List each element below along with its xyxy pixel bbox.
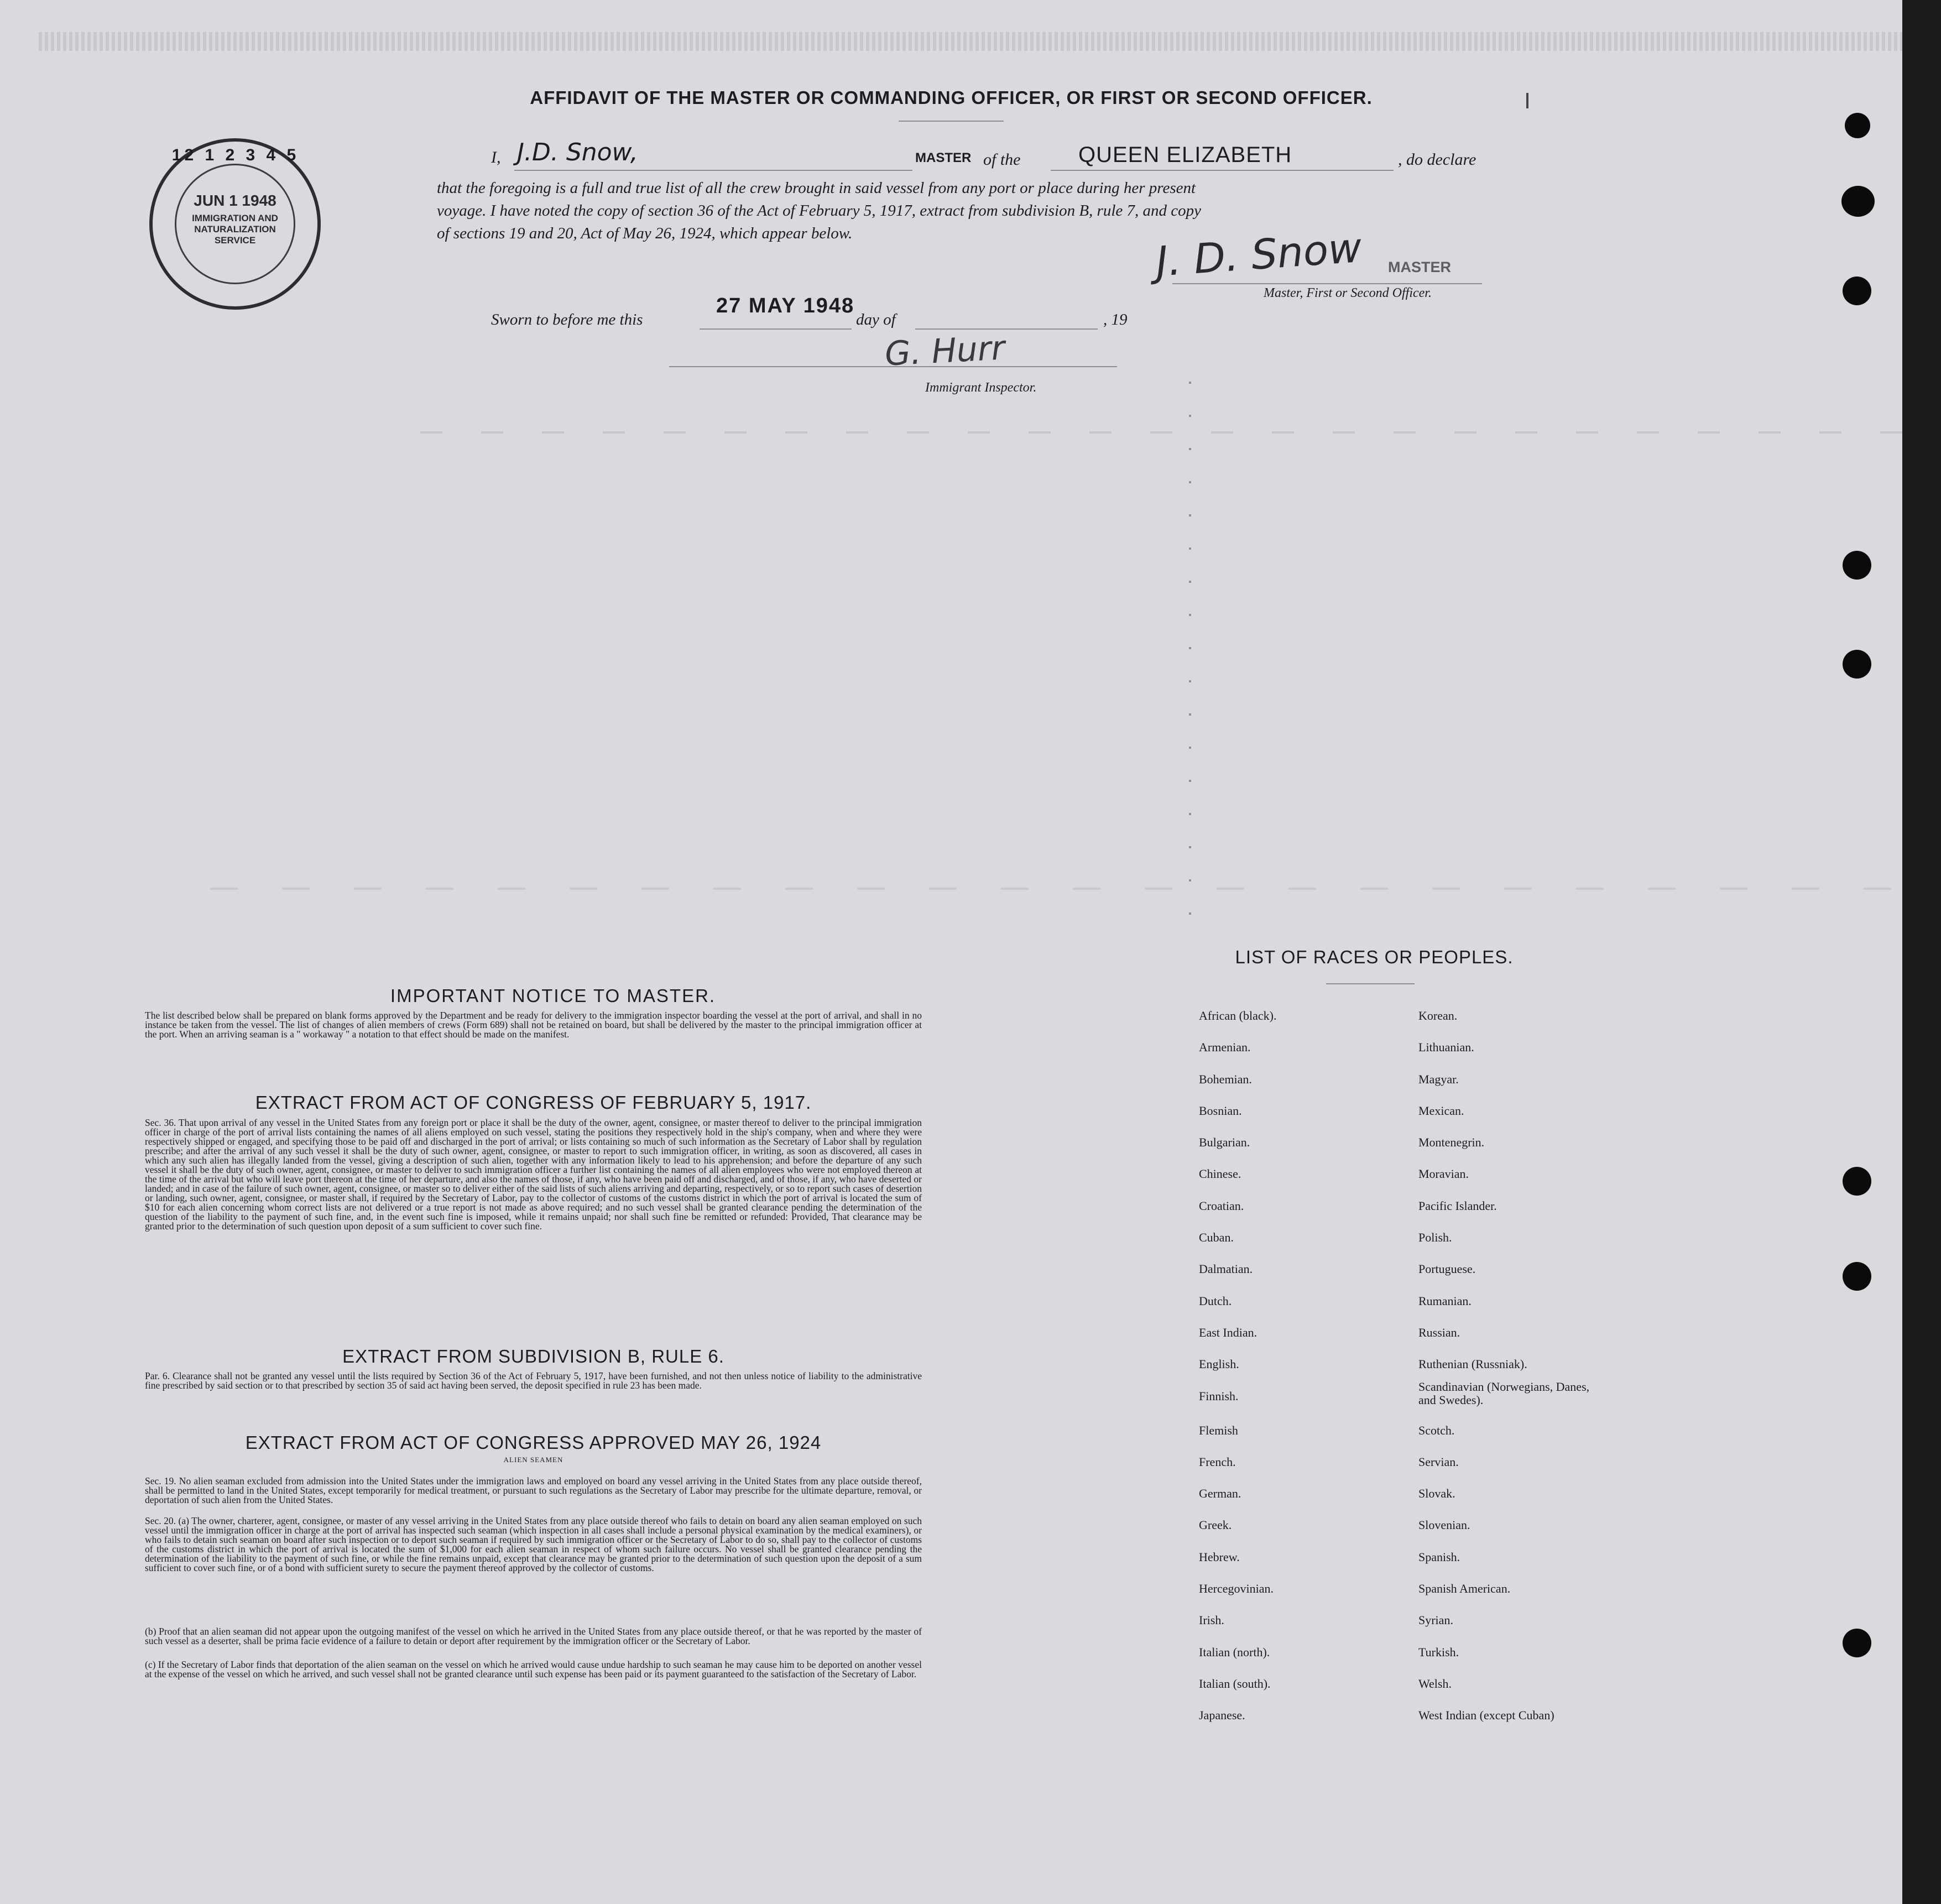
extract-1924-sec20a: Sec. 20. (a) The owner, charterer, agent, consignee, or master of any vessel arriving in the United States from any place outside thereof who fails to detain on board any alien seaman employed on such vessel until the immigration officer in charge at the port of arrival has inspected such seaman (which inspection in all cases shall include a personal physical examination by the medical examiners), or who fails to detain such seaman on board after such inspection or to deport such seaman if required by such immigration officer or the Secretary of Labor to do so, shall pay to the collector of customs of the customs district in which the port of arrival is located the sum of $1,000 for each alien seaman in respect of whom such failure occurs. No vessel shall be granted clearance pending the determination of the liability to the payment of such fine, or while the fine remains unpaid, except that clearance may be granted prior to the determination of such question upon the deposit of a sum sufficient to cover such fine, or of a bond with sufficient surety to secure the payment thereof approved by the collector of customs. xyxy=(145,1515,922,1573)
extract-1924-sec20b: (b) Proof that an alien seaman did not appear upon the outgoing manifest of the vessel on which he arrived in the United States from any place outside thereof, or that he was reported by the master of such vessel as a deserter, shall be prima facie evidence of a failure to detain or deport after requirement by the immigration officer or the Secretary of Labor. xyxy=(145,1626,922,1646)
punch-hole xyxy=(1843,1167,1871,1196)
race-item: Korean. xyxy=(1418,1009,1458,1023)
extract-1924-sec20c: (c) If the Secretary of Labor finds that deportation of the alien seaman on the vessel on which he arrived would cause undue hardship to such seaman he may cause him to be deported on another vessel at the expense of the vessel on which he arrived, and such vessel shall not be granted clearance until such expense has been paid or its payment guaranteed to the satisfaction of the Secretary of Labor. xyxy=(145,1659,922,1679)
race-item: Lithuanian. xyxy=(1418,1040,1474,1055)
race-item: Flemish xyxy=(1199,1423,1238,1437)
master-signature: J. D. Snow xyxy=(1154,224,1364,286)
signature-caption: Master, First or Second Officer. xyxy=(1264,286,1432,300)
race-item: Italian (north). xyxy=(1199,1645,1270,1659)
race-item: Dutch. xyxy=(1199,1293,1232,1308)
race-item: Syrian. xyxy=(1418,1613,1453,1627)
race-item: Croatian. xyxy=(1199,1198,1244,1213)
do-declare-label: , do declare xyxy=(1398,150,1476,169)
signature-master-stamp: MASTER xyxy=(1388,259,1451,275)
races-left-column xyxy=(1199,1000,1409,1731)
notice-text: The list described below shall be prepared on blank forms approved by the Department and be ready for delivery to the immigration inspector boarding the vessel at the port of arrival, and shall in no instance be taken from the vessel. The list of changes of alien members of crews (Form 689) shall not be retained on board, but shall be delivered by the master to the principal immigration officer at the port. When an arriving seaman is a " workaway " a notation to that effect should be made on the manifest. xyxy=(145,1010,922,1040)
race-item: Japanese. xyxy=(1199,1708,1245,1723)
of-the-label: of the xyxy=(983,150,1021,169)
affidavit-body-line-1: that the foregoing is a full and true list of all the crew brought in said vessel from any port or place during her present xyxy=(437,179,1196,197)
race-item: East Indian. xyxy=(1199,1325,1258,1339)
inspector-caption: Immigrant Inspector. xyxy=(925,380,1037,395)
extract-1924-heading: EXTRACT FROM ACT OF CONGRESS APPROVED MAY 26, 1924 xyxy=(245,1432,822,1453)
race-item: Armenian. xyxy=(1199,1040,1251,1055)
punch-hole xyxy=(1843,551,1871,580)
notice-heading: IMPORTANT NOTICE TO MASTER. xyxy=(390,985,716,1006)
stamp-center: JUN 1 1948 IMMIGRATION AND NATURALIZATION SERVICE xyxy=(175,164,295,284)
stamp-date: JUN 1 1948 xyxy=(194,192,276,209)
race-item: German. xyxy=(1199,1486,1241,1501)
race-item: Bulgarian. xyxy=(1199,1135,1250,1150)
race-item: Moravian. xyxy=(1418,1167,1469,1181)
race-item: Irish. xyxy=(1199,1613,1224,1627)
race-item: Russian. xyxy=(1418,1325,1460,1339)
race-item: Portuguese. xyxy=(1418,1262,1476,1276)
race-item: Welsh. xyxy=(1418,1676,1452,1691)
master-name: J.D. Snow, xyxy=(517,138,638,166)
race-item: Hebrew. xyxy=(1199,1550,1240,1564)
race-item: English. xyxy=(1199,1357,1239,1371)
extract-1924-subheading: ALIEN SEAMEN xyxy=(503,1456,563,1464)
sworn-date: 27 MAY 1948 xyxy=(716,294,855,317)
punch-hole xyxy=(1841,186,1875,217)
affidavit-body-line-2: voyage. I have noted the copy of section 36 of the Act of February 5, 1917, extract from subdivision B, rule 7, and copy xyxy=(437,202,1202,220)
race-item: Scandinavian (Norwegians, Danes, and Swedes). xyxy=(1418,1379,1590,1407)
punch-hole xyxy=(1843,277,1871,305)
affidavit-body-line-3: of sections 19 and 20, Act of May 26, 1924, which appear below. xyxy=(437,225,853,242)
race-item: Montenegrin. xyxy=(1418,1135,1485,1150)
race-item: French. xyxy=(1199,1454,1236,1469)
race-item: Polish. xyxy=(1418,1230,1452,1245)
punch-hole xyxy=(1843,650,1871,679)
race-item: Magyar. xyxy=(1418,1072,1459,1086)
race-item: Chinese. xyxy=(1199,1167,1241,1181)
race-item: Finnish. xyxy=(1199,1389,1239,1403)
race-item: Turkish. xyxy=(1418,1645,1459,1659)
extract-rule6-text: Par. 6. Clearance shall not be granted any vessel until the lists required by Section 36 of the Act of February 5, 1917, have been furnished, and not then unless notice of liability to the administrative fine prescribed by said section or to that prescribed by section 35 of said act having been served, the deposit specified in rule 23 has been made. xyxy=(145,1370,922,1391)
race-item: Hercegovinian. xyxy=(1199,1582,1274,1596)
sworn-year: , 19 xyxy=(1103,311,1128,328)
race-item: Slovenian. xyxy=(1418,1518,1470,1532)
race-item: Spanish American. xyxy=(1418,1582,1511,1596)
inspector-signature: G. Hurr xyxy=(884,328,1006,374)
races-heading: LIST OF RACES OR PEOPLES. xyxy=(1235,947,1514,967)
punch-hole xyxy=(1845,113,1870,138)
sworn-prefix: Sworn to before me this xyxy=(491,311,643,328)
extract-1917-heading: EXTRACT FROM ACT OF CONGRESS OF FEBRUARY 5, 1917. xyxy=(255,1092,812,1113)
extract-1924-sec19: Sec. 19. No alien seaman excluded from admission into the United States under the immigration laws and employed on board any vessel arriving in the United States from any place outside thereof, shall be permitted to land in the United States, except temporarily for medical treatment, or pursuant to such regulations as the Secretary of Labor may prescribe for the ultimate departure, removal, or deportation of such alien from the United States. xyxy=(145,1475,922,1505)
race-item: Slovak. xyxy=(1418,1486,1455,1501)
punch-hole xyxy=(1843,1629,1871,1657)
affidavit-pronoun: I, xyxy=(491,148,501,166)
race-item: Cuban. xyxy=(1199,1230,1234,1245)
punch-hole xyxy=(1843,1262,1871,1291)
immigration-stamp xyxy=(149,138,321,310)
extract-1917-text: Sec. 36. That upon arrival of any vessel in the United States from any foreign port or place it shall be the duty of the owner, agent, consignee, or master thereof to deliver to the principal immigration officer in charge of the port of arrival lists containing the names of all aliens employed on such vessel, stating the positions they respectively hold in the ship's company, when and where they were respectively shipped or engaged, and specifying those to be paid off and discharged in the port of arrival; or lists containing so much of such information as the Secretary of Labor shall by regulation prescribe; and after the arrival of any such vessel it shall be the duty of such owner, agent, consignee, or master to report to such immigration officer, in writing, as soon as discovered, all cases in which any such alien has illegally landed from the vessel, giving a description of such alien, together with any information likely to lead to his apprehension; and before the departure of any such vessel it shall be the duty of such owner, agent, consignee, or master to deliver to such immigration officer a further list containing the names of all alien employees who were not employed thereon at the time of the arrival but who will leave port thereon at the time of her departure, and also the names of those, if any, who have been paid off and discharged, and of those, if any, who have deserted or landed; and in case of the failure of such owner, agent, consignee, or master so to deliver either of the said lists of such aliens arriving and departing, respectively, or so to report such cases of desertion or landing, such owner, agent, consignee, or master shall, if required by the Secretary of Labor, pay to the collector of customs of the customs district in which the port of arrival is located the sum of $10 for each alien concerning whom correct lists are not delivered or a true report is not made as above required; and no such vessel shall be granted clearance pending the determination of the question of the liability to the payment of such fine, and, in the event such fine is imposed, while it remains unpaid; nor shall such fine be remitted or refunded: Provided, That clearance may be granted prior to the determination of such question upon deposit of a sum sufficient to cover such fine. xyxy=(145,1117,922,1232)
extract-rule6-heading: EXTRACT FROM SUBDIVISION B, RULE 6. xyxy=(342,1346,724,1366)
race-item: West Indian (except Cuban) xyxy=(1418,1708,1554,1723)
race-item: Pacific Islander. xyxy=(1418,1198,1497,1213)
race-item: Spanish. xyxy=(1418,1550,1460,1564)
race-item: Ruthenian (Russniak). xyxy=(1418,1357,1527,1371)
master-title-stamp: MASTER xyxy=(915,150,972,165)
race-item: Mexican. xyxy=(1418,1103,1464,1118)
race-item: African (black). xyxy=(1199,1009,1277,1023)
race-item: Servian. xyxy=(1418,1454,1459,1469)
race-item: Bohemian. xyxy=(1199,1072,1252,1086)
races-right-column xyxy=(1418,1000,1651,1731)
race-item: Scotch. xyxy=(1418,1423,1455,1437)
race-item: Italian (south). xyxy=(1199,1676,1271,1691)
race-item: Bosnian. xyxy=(1199,1103,1242,1118)
race-item: Rumanian. xyxy=(1418,1293,1472,1308)
affidavit-title: AFFIDAVIT OF THE MASTER OR COMMANDING OFFICER, OR FIRST OR SECOND OFFICER. xyxy=(530,87,1373,108)
vessel-name: QUEEN ELIZABETH xyxy=(1078,143,1292,167)
race-item: Dalmatian. xyxy=(1199,1262,1253,1276)
stamp-ring-numbers: 12 1 2 3 4 5 xyxy=(171,146,300,164)
sworn-day-of: day of xyxy=(856,311,896,328)
race-item: Greek. xyxy=(1199,1518,1232,1532)
